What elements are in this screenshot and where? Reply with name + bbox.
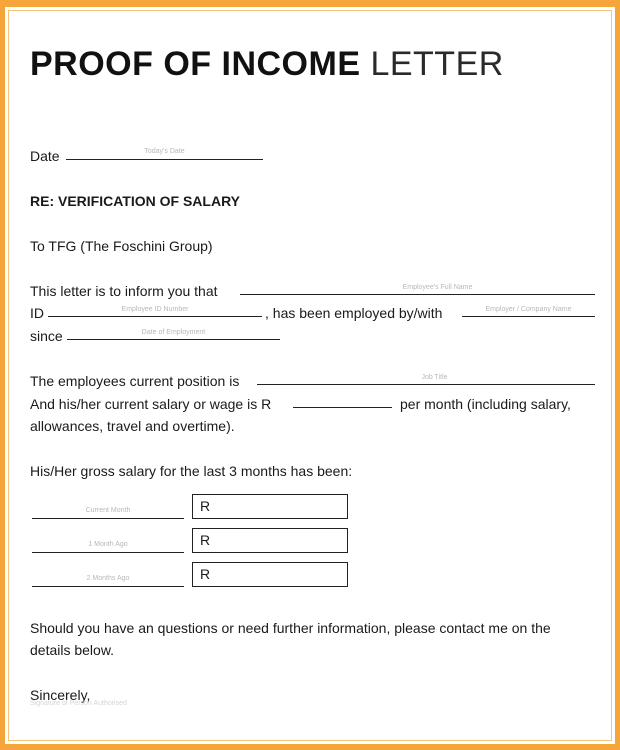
gross-heading: His/Her gross salary for the last 3 months has been:	[30, 463, 353, 479]
company-hint: Employer / Company Name	[485, 306, 572, 313]
id-hint: Employee ID Number	[121, 306, 189, 313]
date-hint: Today's Date	[144, 148, 185, 155]
since-hint: Date of Employment	[141, 329, 206, 336]
inform-prefix: This letter is to inform you that	[30, 283, 218, 299]
salary-box-current[interactable]: R	[192, 494, 348, 519]
salary-field[interactable]	[293, 407, 392, 408]
date-field[interactable]	[66, 159, 263, 160]
month-field-2[interactable]	[32, 586, 184, 587]
month-field-1[interactable]	[32, 552, 184, 553]
letter-title	[30, 44, 504, 84]
employee-name-hint: Employee's Full Name	[402, 284, 473, 291]
closing-line1: Should you have an questions or need further information, please contact me on the	[30, 620, 551, 636]
since-label: since	[30, 328, 63, 344]
signature-hint: Signature of Person Authorised	[30, 700, 127, 707]
closing-line2: details below.	[30, 642, 115, 658]
salary-prefix: And his/her current salary or wage is R	[30, 396, 272, 412]
re-line: RE: VERIFICATION OF SALARY	[30, 193, 240, 209]
month-field-current[interactable]	[32, 518, 184, 519]
sincerely: Sincerely,	[30, 687, 91, 703]
date-label: Date	[30, 148, 60, 164]
position-prefix: The employees current position is	[30, 373, 240, 389]
id-label: ID	[30, 305, 44, 321]
salary-box-1[interactable]: R	[192, 528, 348, 553]
salary-line3: allowances, travel and overtime).	[30, 418, 235, 434]
title-bold: PROOF OF INCOME	[30, 45, 361, 83]
job-title-hint: Job Title	[421, 374, 448, 381]
job-title-field[interactable]	[257, 384, 595, 385]
id-field[interactable]	[48, 316, 262, 317]
to-line: To TFG (The Foschini Group)	[30, 238, 213, 254]
month-hint-current: Current Month	[85, 507, 131, 514]
month-hint-2: 2 Months Ago	[86, 575, 130, 582]
month-hint-1: 1 Month Ago	[88, 541, 128, 548]
salary-box-2[interactable]: R	[192, 562, 348, 587]
salary-suffix: per month (including salary,	[400, 396, 571, 412]
since-field[interactable]	[67, 339, 280, 340]
employed-text: , has been employed by/with	[265, 305, 443, 321]
company-field[interactable]	[462, 316, 595, 317]
employee-name-field[interactable]	[240, 294, 595, 295]
title-light: LETTER	[370, 45, 504, 83]
